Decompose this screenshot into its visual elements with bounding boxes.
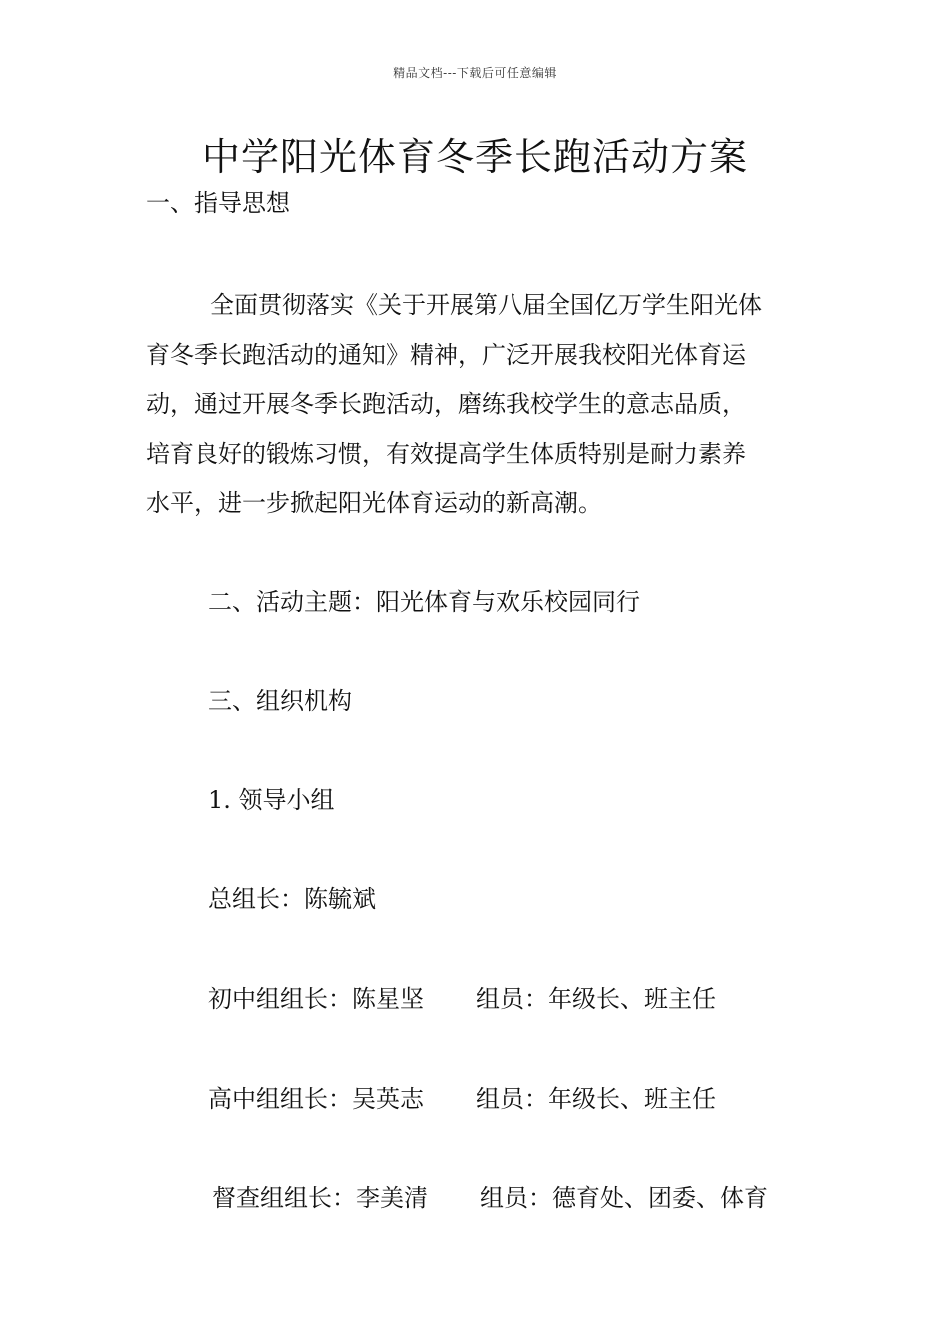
org-row-leader: 初中组组长：陈星坚 (208, 985, 424, 1013)
org-row-chief (208, 879, 376, 914)
org-row-senior (208, 1079, 716, 1114)
subheading-leadership-group: 1. 领导小组 (208, 786, 335, 814)
org-row-leader: 高中组组长：吴英志 (208, 1085, 424, 1113)
org-row-members: 组员：年级长、班主任 (476, 985, 716, 1013)
org-row-members: 组员：德育处、团委、体育 (480, 1184, 768, 1212)
guiding-ideology-paragraph (146, 281, 811, 529)
page-header: 精品文档---下载后可任意编辑 (393, 66, 557, 80)
section-heading-organization: 三、组织机构 (208, 687, 352, 715)
paragraph-line: 全面贯彻落实《关于开展第八届全国亿万学生阳光体 (210, 291, 762, 319)
org-row-supervision (212, 1178, 768, 1213)
org-row-leader: 督查组组长：李美清 (212, 1184, 428, 1212)
org-row-members: 组员：年级长、班主任 (476, 1085, 716, 1113)
section-heading-activity-theme: 二、活动主题：阳光体育与欢乐校园同行 (208, 588, 640, 616)
org-row-junior (208, 979, 716, 1014)
paragraph-line: 动，通过开展冬季长跑活动，磨练我校学生的意志品质， (146, 390, 746, 418)
org-row-leader: 总组长：陈毓斌 (208, 885, 376, 913)
paragraph-line: 水平，进一步掀起阳光体育运动的新高潮。 (146, 489, 602, 517)
document-title: 中学阳光体育冬季长跑活动方案 (201, 135, 748, 179)
section-heading-guiding-ideology: 一、指导思想 (146, 189, 290, 217)
paragraph-line: 培育良好的锻炼习惯，有效提高学生体质特别是耐力素养 (146, 439, 746, 468)
paragraph-line: 育冬季长跑活动的通知》精神，广泛开展我校阳光体育运 (146, 340, 746, 369)
